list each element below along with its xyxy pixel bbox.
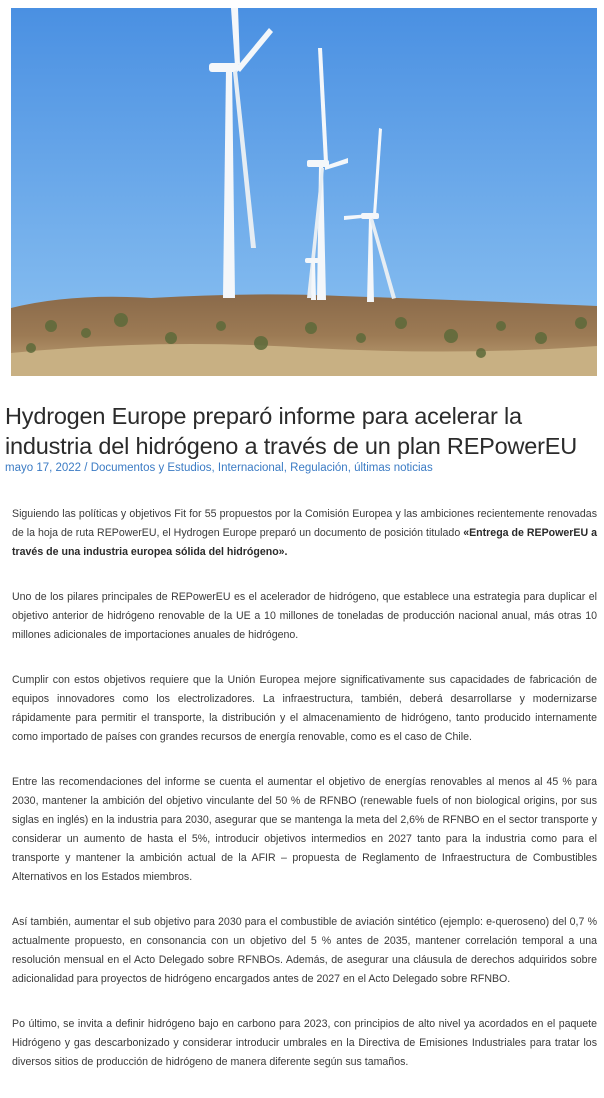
paragraph-text: Siguiendo las políticas y objetivos Fit for 55 propuestos por la Comisión Europea y las ambiciones recientemente renovadas de la hoja de ruta REPowerEU, el Hydrogen Europe preparó un documento de posición titulado bbox=[12, 508, 597, 539]
category-link[interactable]: últimas noticias bbox=[354, 462, 433, 474]
paragraph bbox=[12, 505, 597, 562]
category-link[interactable]: Internacional bbox=[217, 462, 284, 474]
paragraph: Cumplir con estos objetivos requiere que la Unión Europea mejore significativamente sus capacidades de fabricación de equipos innovadores como los electrolizadores. La infraestructura, también, deberá desarrollarse y modernizarse rápidamente para permitir el transporte, la distribución y el almacenamiento de hidrógeno, tanto producido internamente como importado de países con grandes recursos de energía renovable, como es el caso de Chile. bbox=[12, 674, 597, 743]
meta-separator: , bbox=[211, 462, 218, 474]
article-date[interactable]: mayo 17, 2022 bbox=[5, 462, 82, 474]
category-link[interactable]: Regulación bbox=[290, 462, 348, 474]
article-meta bbox=[5, 462, 433, 474]
meta-separator: , bbox=[347, 462, 355, 474]
article-title: Hydrogen Europe preparó informe para acelerar la industria del hidrógeno a través de un plan REPowerEU bbox=[5, 403, 578, 459]
article-body bbox=[12, 505, 597, 1098]
category-link[interactable]: Documentos y Estudios bbox=[90, 462, 212, 474]
paragraph: Así también, aumentar el sub objetivo para 2030 para el combustible de aviación sintético (ejemplo: e-queroseno) del 0,7 % actualmente propuesto, en consonancia con un objetivo del 5 % antes de 2035, mantener correlación temporal a una resolución mensual en el Acto Delegado sobre RFNBOs. Además, de asegurar una cláusula de derechos adquiridos sobre adicionalidad para proyectos de hidrógeno encargados antes de 2027 en el Acto Delegado sobre RFNBO. bbox=[12, 916, 597, 985]
report-title: «Entrega de REPowerEU a través de una industria europea sólida del hidrógeno». bbox=[12, 527, 597, 558]
meta-separator: , bbox=[283, 462, 291, 474]
paragraph: Po último, se invita a definir hidrógeno bajo en carbono para 2023, con principios de alto nivel ya acordados en el paquete Hidrógeno y gas descarbonizado y considerar introducir umbrales en la Directiva de Emisiones Industriales para tratar los diversos sitios de producción de hidrógeno de manera diferente según sus tamaños. bbox=[12, 1018, 597, 1068]
paragraph: Entre las recomendaciones del informe se cuenta el aumentar el objetivo de energías renovables al menos al 45 % para 2030, mantener la ambición del objetivo vinculante del 50 % de RFNBO (renewable fuels of non biological origins, por sus siglas en inglés) en la industria para 2030, asegurar que se mantenga la meta del 2,6% de RFNBO en el sector transporte y considerar un aumento de hasta el 5%, introducir objetivos intermedios en 2027 tanto para la industria como para el transporte y mantener la ambición actual de la AFIR – propuesta de Reglamento de Infraestructura de Combustibles Alternativos en los Estados miembros. bbox=[12, 776, 597, 883]
paragraph: Uno de los pilares principales de REPowerEU es el acelerador de hidrógeno, que establece una estrategia para duplicar el objetivo anterior de hidrógeno renovable de la UE a 10 millones de toneladas de producción nacional anual, más otras 10 millones adicionales de importaciones anuales de hidrógeno. bbox=[12, 591, 597, 641]
wind-turbines-photo bbox=[11, 8, 597, 376]
meta-separator: / bbox=[81, 462, 91, 474]
hero-image bbox=[11, 8, 597, 376]
